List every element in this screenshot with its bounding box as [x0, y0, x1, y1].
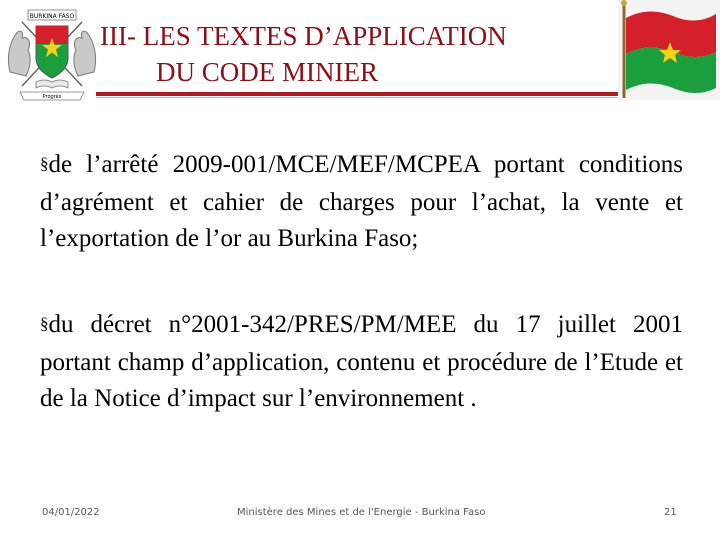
paragraph-text: du décret n°2001-342/PRES/PM/MEE du 17 juillet 2001 portant champ d’application, contenu et procédure de l’Etude et de la Notice d’impact sur l’environnement . [40, 311, 683, 412]
slide-title [100, 18, 615, 90]
footer-organization: Ministère des Mines et de l'Energie - Burkina Faso [237, 507, 486, 518]
coat-of-arms-icon [2, 2, 102, 108]
bullet-marker-icon: § [40, 154, 49, 173]
paragraph-arrete [40, 147, 683, 257]
title-line-1: III- LES TEXTES D’APPLICATION [100, 21, 507, 51]
burkina-faso-flag-icon [618, 0, 720, 100]
bullet-marker-icon: § [40, 314, 49, 333]
paragraph-decret [40, 307, 683, 417]
title-underline-shadow [96, 97, 620, 98]
emblem-name: BURKINA FASO [29, 13, 75, 20]
footer-date: 04/01/2022 [42, 507, 100, 518]
slide-number: 21 [664, 507, 677, 518]
paragraph-text: de l’arrêté 2009-001/MCE/MEF/MCPEA portant conditions d’agrément et cahier de charges pour l’achat, la vente et l’exportation de l’or au Burkina Faso; [40, 151, 683, 252]
title-underline [96, 92, 620, 96]
emblem-motto: Progrès [42, 94, 62, 100]
title-line-2: DU CODE MINIER [156, 57, 378, 87]
